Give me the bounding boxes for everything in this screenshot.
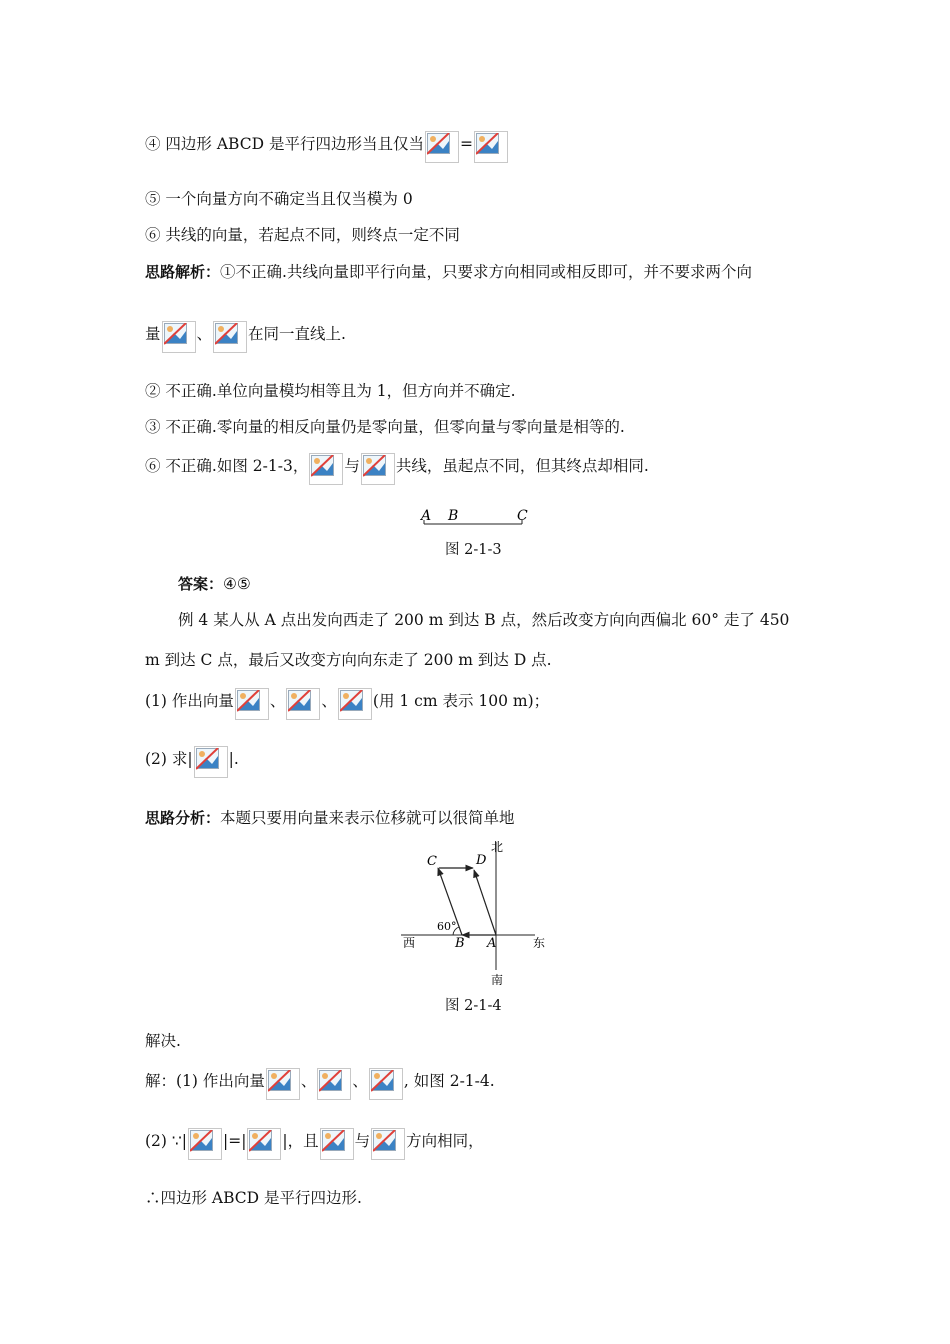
fig214-label-b: B	[455, 936, 465, 951]
solution-1: 解：(1) 作出向量 、 、 , 如图 2-1-4.	[145, 1068, 495, 1100]
fig214-south-label: 南	[491, 973, 504, 987]
figure-2-1-4	[395, 832, 555, 992]
broken-image-icon	[213, 321, 247, 353]
broken-image-glyph	[363, 455, 387, 477]
analysis-2: 思路分析：本题只要用向量来表示位移就可以很简单地	[145, 809, 515, 827]
broken-image-glyph	[311, 455, 335, 477]
broken-image-icon	[317, 1068, 351, 1100]
broken-image-icon	[371, 1128, 405, 1160]
question-2: (2) 求| |.	[145, 746, 239, 778]
broken-image-icon	[188, 1128, 222, 1160]
broken-image-icon	[474, 131, 508, 163]
broken-image-glyph	[371, 1070, 395, 1092]
broken-image-glyph	[322, 1130, 346, 1152]
broken-image-glyph	[249, 1130, 273, 1152]
analysis-label: 思路解析：	[145, 263, 221, 281]
broken-image-icon	[266, 1068, 300, 1100]
remark-6: ⑥ 不正确.如图 2-1-3， 与 共线，虽起点不同，但其终点却相同.	[145, 453, 649, 485]
statement-6: ⑥ 共线的向量，若起点不同，则终点一定不同	[145, 226, 460, 244]
broken-image-icon	[194, 746, 228, 778]
fig213-label-a: A	[421, 508, 432, 524]
broken-image-icon	[361, 453, 395, 485]
analysis-paragraph: 思路解析：①不正确.共线向量即平行向量，只要求方向相同或相反即可，并不要求两个向	[145, 263, 752, 281]
broken-image-icon	[235, 688, 269, 720]
vector-ad	[474, 870, 496, 935]
broken-image-glyph	[319, 1070, 343, 1092]
broken-image-glyph	[268, 1070, 292, 1092]
solve-word: 解决.	[145, 1032, 181, 1050]
broken-image-icon	[369, 1068, 403, 1100]
remark-3: ③ 不正确.零向量的相反向量仍是零向量，但零向量与零向量是相等的.	[145, 418, 625, 436]
broken-image-glyph	[373, 1130, 397, 1152]
broken-image-icon	[247, 1128, 281, 1160]
fig214-label-d: D	[476, 853, 487, 868]
broken-image-glyph	[164, 323, 188, 345]
example-4-line-1: 例 4 某人从 A 点出发向西走了 200 m 到达 B 点，然后改变方向向西偏北 60° 走了 450	[178, 611, 790, 629]
fig214-caption: 图 2-1-4	[445, 998, 502, 1014]
broken-image-icon	[309, 453, 343, 485]
analysis-2-label: 思路分析：	[145, 809, 221, 827]
broken-image-glyph	[196, 748, 220, 770]
answer-label: 答案：	[178, 575, 224, 593]
broken-image-icon	[286, 688, 320, 720]
fig214-label-a: A	[487, 936, 497, 951]
broken-image-icon	[425, 131, 459, 163]
broken-image-glyph	[215, 323, 239, 345]
fig214-east-label: 东	[533, 936, 546, 950]
fig213-caption: 图 2-1-3	[445, 542, 502, 558]
broken-image-glyph	[340, 690, 364, 712]
broken-image-glyph	[288, 690, 312, 712]
broken-image-icon	[162, 321, 196, 353]
analysis-continuation: 量 、 在同一直线上.	[145, 321, 346, 353]
remark-2: ② 不正确.单位向量模均相等且为 1，但方向并不确定.	[145, 382, 516, 400]
figure-2-1-3	[410, 502, 540, 532]
fig214-label-c: C	[427, 854, 437, 869]
fig213-label-c: C	[517, 508, 528, 524]
answer: 答案：④⑤	[178, 575, 251, 593]
conclusion: ∴四边形 ABCD 是平行四边形.	[145, 1189, 362, 1207]
question-1: (1) 作出向量 、 、 (用 1 cm 表示 100 m)；	[145, 688, 549, 720]
broken-image-glyph	[190, 1130, 214, 1152]
broken-image-icon	[338, 688, 372, 720]
solution-2: (2) ∵| |=| |，且 与 方向相同，	[145, 1128, 484, 1160]
statement-4: ④ 四边形 ABCD 是平行四边形当且仅当 =	[145, 131, 509, 163]
example-4-line-2: m 到达 C 点，最后又改变方向向东走了 200 m 到达 D 点.	[145, 651, 552, 669]
fig214-angle-label: 60°	[437, 920, 457, 933]
fig214-north-label: 北	[491, 840, 504, 854]
broken-image-glyph	[476, 133, 500, 155]
fig214-west-label: 西	[403, 936, 416, 950]
broken-image-icon	[320, 1128, 354, 1160]
statement-5: ⑤ 一个向量方向不确定当且仅当模为 0	[145, 190, 413, 208]
broken-image-glyph	[237, 690, 261, 712]
broken-image-glyph	[427, 133, 451, 155]
fig213-label-b: B	[448, 508, 459, 524]
